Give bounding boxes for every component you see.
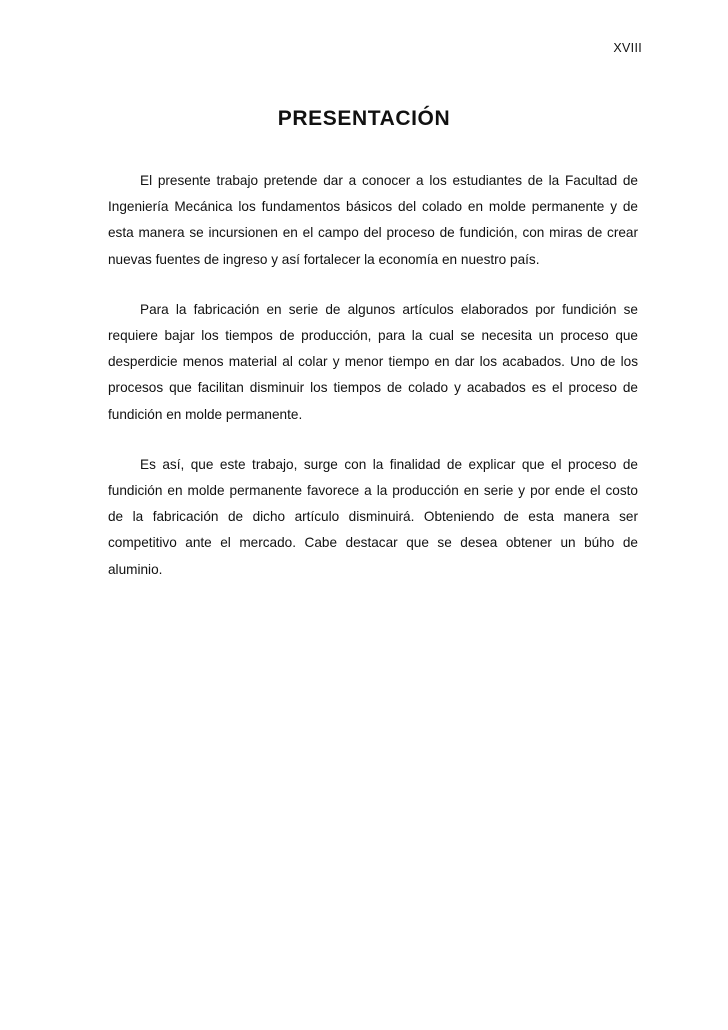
paragraph-2: Para la fabricación en serie de algunos artículos elaborados por fundición se requiere bajar los tiempos de producción, para la cual se necesita un proceso que desperdicie menos material al colar y menor tiempo en dar los acabados. Uno de los procesos que facilitan disminuir los tiempos de colado y acabados es el proceso de fundición en molde permanente. [108,301,638,422]
page-title: PRESENTACIÓN [277,107,451,130]
document-body [108,168,638,607]
page-number: XVIII [613,41,642,55]
paragraph-3: Es así, que este trabajo, surge con la finalidad de explicar que el proceso de fundición en molde permanente favorece a la producción en serie y por ende el costo de la fabricación de dicho artículo disminuirá. Obteniendo de esta manera ser competitivo ante el mercado. Cabe destacar que se desea obtener un búho de aluminio. [108,456,638,577]
paragraph-1: El presente trabajo pretende dar a conocer a los estudiantes de la Facultad de Ingeniería Mecánica los fundamentos básicos del colado en molde permanente y de esta manera se incursionen en el campo del proceso de fundición, con miras de crear nuevas fuentes de ingreso y así fortalecer la economía en nuestro país. [108,173,638,267]
